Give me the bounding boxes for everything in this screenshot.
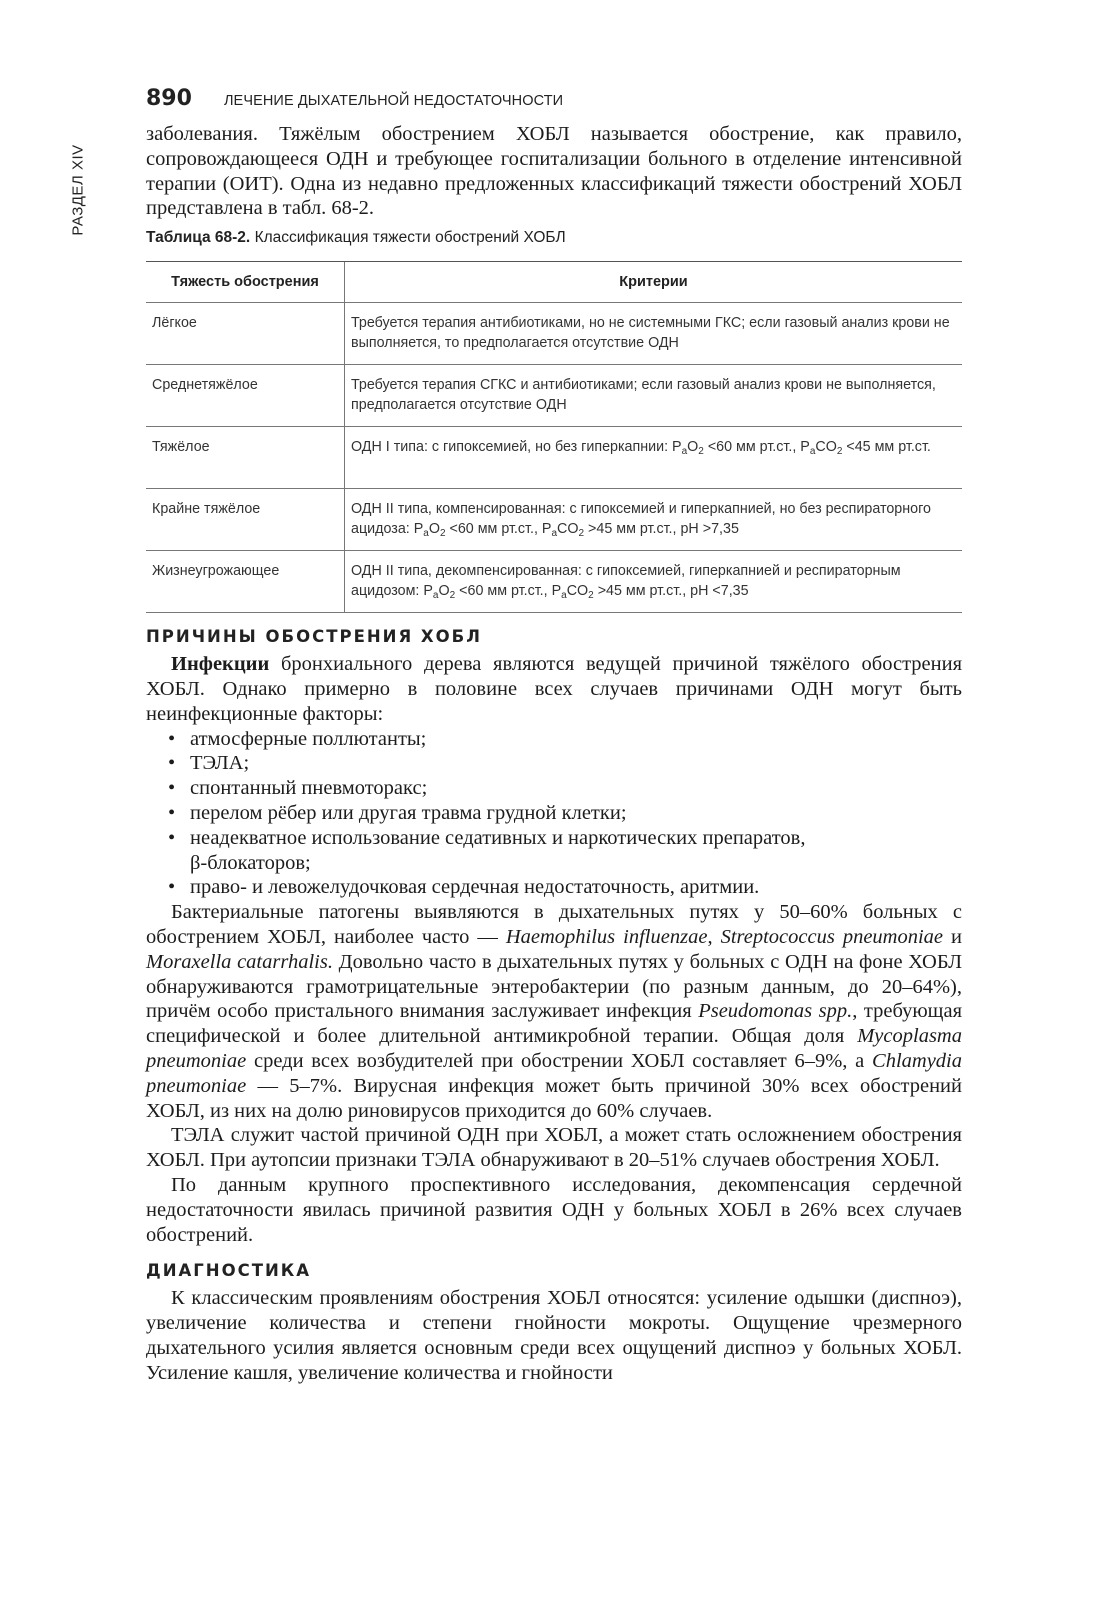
table-caption-text: Классификация тяжести обострений ХОБЛ <box>254 229 566 247</box>
list-item-continuation: β-блокаторов; <box>190 851 311 874</box>
page-header <box>146 86 962 114</box>
table-row <box>146 303 962 365</box>
causes-paragraph-1: Инфекции бронхиального дерева являются ведущей причиной тяжёлого обострения ХОБЛ. Однако примерно в половине всех случаев причинами ОДН могут быть неинфекционные факторы: <box>146 653 962 725</box>
causes-paragraph-4: По данным крупного проспективного исследования, декомпенсация сердечной недостаточности явилась причиной развития ОДН у больных ХОБЛ в 26% всех случаев обострений. <box>146 1173 962 1246</box>
severity-cell: Среднетяжёлое <box>146 365 345 427</box>
list-item: • атмосферные поллютанты; <box>146 727 962 752</box>
list-item: • неадекватное использование седативных и наркотических препаратов, <box>146 826 962 851</box>
table-caption <box>146 229 962 247</box>
table-row <box>146 427 962 489</box>
diagnostics-paragraph-1: К классическим проявлениям обострения ХОБЛ относятся: усиление одышки (диспноэ), увеличение количества и степени гнойности мокроты. Ощущение чрезмерного дыхательного усилия является основным среди всех ощущений диспноэ у больных ХОБЛ. Усиление кашля, увеличение количества и гнойности <box>146 1287 962 1384</box>
causes-paragraph-2: Бактериальные патогены выявляются в дыхательных путях у 50–60% больных с обострением ХОБЛ, наиболее часто — Haemophilus influenzae, Streptococcus pneumoniae и Moraxella catarrhalis. Довольно часто в дыхательных путях у больных с ОДН на фоне ХОБЛ обнаруживаются грамотрицательные энтеробактерии (по разным данным, до 20–64%), причём особо пристального внимания заслуживает инфекция Pseudomonas spp., требующая специфической и более длительной антимикробной терапии. Общая доля Mycoplasma pneumoniae среди всех возбудителей при обострении ХОБЛ составляет 6–9%, а Chlamydia pneumoniae — 5–7%. Вирусная инфекция может быть причиной 30% всех обострений ХОБЛ, из них на долю риновирусов приходится до 60% случаев. <box>146 901 962 1122</box>
table-caption-label: Таблица 68-2. <box>146 229 251 247</box>
page-content <box>146 86 962 1386</box>
severity-cell: Жизнеугрожающее <box>146 551 345 613</box>
criteria-cell: Требуется терапия антибиотиками, но не системными ГКС; если газовый анализ крови не выполняется, то предполагается отсутствие ОДН <box>345 303 963 365</box>
severity-cell: Тяжёлое <box>146 427 345 489</box>
intro-paragraph: заболевания. Тяжёлым обострением ХОБЛ называется обострение, как правило, сопровождающееся ОДН и требующее госпитализации больного в отделение интенсивной терапии (ОИТ). Одна из недавно предложенных классификаций тяжести обострений ХОБЛ представлена в табл. 68-2. <box>146 123 962 220</box>
list-item: • ТЭЛА; <box>146 751 962 776</box>
causes-list-end <box>146 875 962 900</box>
list-item: • перелом рёбер или другая травма грудной клетки; <box>146 801 962 826</box>
section-heading-diagnostics: ДИАГНОСТИКА <box>146 1261 312 1281</box>
table-row <box>146 365 962 427</box>
page-number: 890 <box>146 86 192 111</box>
section-heading-causes: ПРИЧИНЫ ОБОСТРЕНИЯ ХОБЛ <box>146 627 482 647</box>
list-item: • право- и левожелудочковая сердечная недостаточность, аритмии. <box>146 875 962 900</box>
severity-cell: Крайне тяжёлое <box>146 489 345 551</box>
running-head: ЛЕЧЕНИЕ ДЫХАТЕЛЬНОЙ НЕДОСТАТОЧНОСТИ <box>223 93 564 109</box>
table-row <box>146 489 962 551</box>
causes-list <box>146 727 962 851</box>
causes-paragraph-3: ТЭЛА служит частой причиной ОДН при ХОБЛ, а может стать осложнением обострения ХОБЛ. При аутопсии признаки ТЭЛА обнаруживают в 20–51% случаев обострения ХОБЛ. <box>146 1124 962 1172</box>
table-header-severity: Тяжесть обострения <box>146 262 345 303</box>
section-side-label: РАЗДЕЛ XIV <box>69 144 87 236</box>
table-row <box>146 551 962 613</box>
criteria-cell: ОДН II типа, компенсированная: с гипоксемией и гиперкапнией, но без респираторного ацидоза: $P_aO_2 <60$ мм рт.ст., $P_aCO_2 >45$ мм рт.ст., pH >7,35 <box>345 489 963 551</box>
table-header-criteria: Критерии <box>345 262 963 303</box>
list-item: • спонтанный пневмоторакс; <box>146 776 962 801</box>
table-header-row <box>146 262 962 303</box>
criteria-cell: ОДН I типа: с гипоксемией, но без гиперкапнии: $P_aO_2 <60$ мм рт.ст., $P_aCO_2 <45$ мм рт.ст. <box>345 427 963 489</box>
criteria-cell: ОДН II типа, декомпенсированная: с гипоксемией, гиперкапнией и респираторным ацидозом: $P_aO_2 <60$ мм рт.ст., $P_aCO_2 >45$ мм рт.ст., pH <7,35 <box>345 551 963 613</box>
severity-cell: Лёгкое <box>146 303 345 365</box>
criteria-cell: Требуется терапия СГКС и антибиотиками; если газовый анализ крови не выполняется, предполагается отсутствие ОДН <box>345 365 963 427</box>
severity-table <box>146 261 962 613</box>
